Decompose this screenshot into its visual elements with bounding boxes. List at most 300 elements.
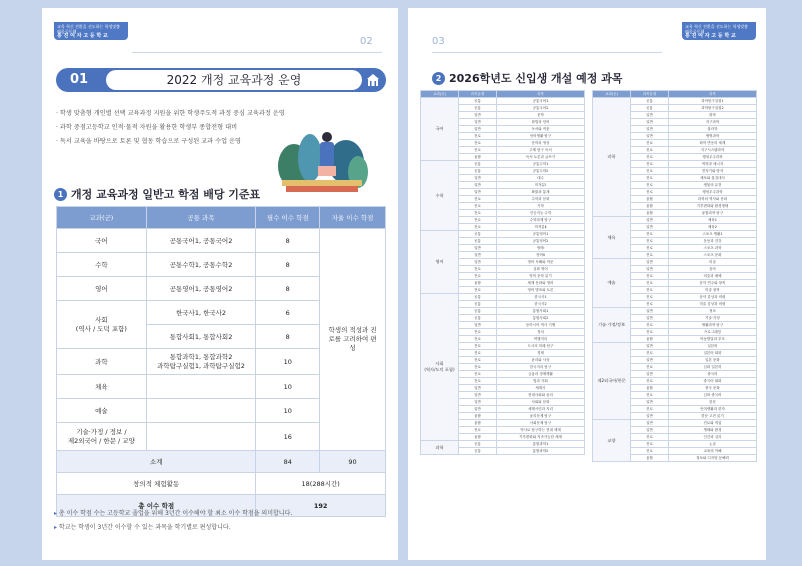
- course-name-cell: 영어 발표와 토론: [497, 287, 585, 294]
- course-type-cell: 일반: [631, 357, 669, 364]
- course-type-cell: 공통: [459, 315, 497, 322]
- table-row: [593, 420, 757, 427]
- course-type-cell: 진로: [631, 189, 669, 196]
- heading-title: 2026학년도 신입생 개설 예정 과목: [449, 72, 623, 85]
- course-type-cell: 진로: [631, 252, 669, 259]
- course-name-cell: 운동과 건강: [669, 238, 757, 245]
- course-type-cell: 융합: [631, 455, 669, 462]
- course-type-cell: 일반: [631, 112, 669, 119]
- header-required-credits: 필수 이수 학점: [256, 207, 320, 229]
- course-name-cell: 체육2: [669, 224, 757, 231]
- course-type-cell: 일반: [631, 224, 669, 231]
- course-name-cell: 세계 문화와 영어: [497, 280, 585, 287]
- subtotal-label: 소계: [57, 451, 256, 473]
- table-row: [421, 161, 585, 168]
- course-name-cell: 과학탐구실험2: [669, 105, 757, 112]
- course-type-cell: 일반: [631, 308, 669, 315]
- subject-group-cell: 국어: [421, 98, 459, 161]
- course-type-cell: 진로: [631, 182, 669, 189]
- table-cell: 10: [256, 399, 320, 423]
- course-table-right: [592, 90, 757, 462]
- table-cell: 통합과학1, 통합과학2 과학탐구실험1, 과학탐구실험2: [146, 349, 256, 375]
- course-type-cell: 진로: [631, 280, 669, 287]
- course-type-cell: 일반: [459, 259, 497, 266]
- course-name-cell: 법과 사회: [497, 378, 585, 385]
- course-name-cell: 공통영어1: [497, 231, 585, 238]
- course-type-cell: 공통: [459, 161, 497, 168]
- course-name-cell: 영미 문학 읽기: [497, 273, 585, 280]
- course-name-cell: 독서 토론과 글쓰기: [497, 154, 585, 161]
- course-type-cell: 진로: [631, 441, 669, 448]
- course-name-cell: 윤리와 사상: [497, 357, 585, 364]
- table-cell: 국어: [57, 229, 147, 253]
- course-type-cell: 진로: [631, 245, 669, 252]
- school-logo: [54, 22, 128, 40]
- course-name-cell: 일본어: [669, 343, 757, 350]
- course-type-cell: 진로: [459, 266, 497, 273]
- table-row: [593, 343, 757, 350]
- course-type-cell: 일반: [459, 175, 497, 182]
- section-title: 2022 개정 교육과정 운영: [106, 70, 362, 90]
- course-name-cell: 영어 독해와 작문: [497, 259, 585, 266]
- course-name-cell: 수학과제 탐구: [497, 217, 585, 224]
- bullet-1: · 학생 맞춤형 개인별 선택 교육과정 지원을 위한 학생주도적 과정 중심 교육과정 운영: [56, 110, 285, 117]
- course-type-cell: 융합: [631, 385, 669, 392]
- header-common-course: 공통 과목: [146, 207, 256, 229]
- course-type-cell: 진로: [631, 161, 669, 168]
- course-name-cell: 심화 중국어: [669, 392, 757, 399]
- course-type-cell: 진로: [459, 147, 497, 154]
- course-table-left: [420, 90, 585, 455]
- table-cell: 사회 (역사 / 도덕 포함): [57, 301, 147, 349]
- course-name-cell: 한국사1: [497, 294, 585, 301]
- course-type-cell: 일반: [631, 371, 669, 378]
- course-name-cell: 물리학: [669, 126, 757, 133]
- course-type-cell: 융합: [459, 154, 497, 161]
- course-type-cell: 공통: [459, 231, 497, 238]
- course-type-cell: 일반: [459, 245, 497, 252]
- course-type-cell: 공통: [459, 301, 497, 308]
- course-type-cell: 진로: [631, 434, 669, 441]
- table-cell: 공통국어1, 공통국어2: [146, 229, 256, 253]
- table-cell: 체육: [57, 375, 147, 399]
- course-name-cell: 미술 감상과 비평: [669, 301, 757, 308]
- course-type-cell: 진로: [459, 140, 497, 147]
- course-name-cell: 통합사회1: [497, 308, 585, 315]
- course-name-cell: 여행지리: [497, 336, 585, 343]
- course-name-cell: 세계사: [497, 385, 585, 392]
- course-name-cell: 교육의 이해: [669, 448, 757, 455]
- course-name-cell: 융합과학 탐구: [669, 210, 757, 217]
- table-row: [593, 217, 757, 224]
- course-name-cell: 공통국어2: [497, 105, 585, 112]
- total-label: 총 이수 학점: [57, 495, 256, 517]
- course-type-cell: 진로: [631, 154, 669, 161]
- table-cell: 한국사1, 한국사2: [146, 301, 256, 325]
- course-type-cell: 일반: [631, 315, 669, 322]
- course-name-cell: 중국어 회화: [669, 378, 757, 385]
- course-name-cell: 영어Ⅰ: [497, 245, 585, 252]
- left-page: [42, 8, 398, 560]
- table-cell: 16: [256, 423, 320, 451]
- course-type-cell: 융합: [459, 434, 497, 441]
- subject-group-cell: 과학: [593, 98, 631, 217]
- header-subject-group: 교과(군): [57, 207, 147, 229]
- table-cell: 예술: [57, 399, 147, 423]
- course-name-cell: 문학과 영상: [497, 140, 585, 147]
- course-name-cell: 과학의 역사와 문화: [669, 196, 757, 203]
- course-type-cell: 진로: [631, 168, 669, 175]
- course-name-cell: 인공지능 수학: [497, 210, 585, 217]
- course-type-cell: 진로: [459, 133, 497, 140]
- course-type-cell: 공통: [459, 105, 497, 112]
- course-type-cell: 진로: [459, 210, 497, 217]
- course-name-cell: 심화 영어: [497, 266, 585, 273]
- logo-school-name: 통 진 여 자 고 등 학 교: [57, 33, 108, 39]
- course-type-cell: 일반: [459, 406, 497, 413]
- course-name-cell: 행성우주과학: [669, 154, 757, 161]
- course-type-cell: 진로: [459, 343, 497, 350]
- course-type-cell: 진로: [459, 287, 497, 294]
- course-name-cell: 동아시아 역사 기행: [497, 322, 585, 329]
- course-type-cell: 일반: [631, 413, 669, 420]
- course-type-cell: 일반: [459, 126, 497, 133]
- total-value: 192: [256, 495, 386, 517]
- table-row: [421, 441, 585, 448]
- course-type-cell: 공통: [459, 448, 497, 455]
- course-type-cell: 진로: [459, 217, 497, 224]
- course-type-cell: 진로: [459, 378, 497, 385]
- course-name-cell: 영어Ⅱ: [497, 252, 585, 259]
- course-name-cell: 주제 탐구 독서: [497, 147, 585, 154]
- course-type-cell: 진로: [631, 364, 669, 371]
- course-name-cell: 세계시민과 지리: [497, 406, 585, 413]
- course-name-cell: 정치: [497, 329, 585, 336]
- table-row: [593, 259, 757, 266]
- course-type-cell: 진로: [631, 273, 669, 280]
- header-course-type: 과목유형: [459, 91, 497, 98]
- course-name-cell: 미적분Ⅱ: [497, 224, 585, 231]
- school-building-icon: [365, 72, 381, 88]
- course-name-cell: 생활과학 탐구: [669, 322, 757, 329]
- course-name-cell: 논술: [669, 441, 757, 448]
- course-type-cell: 진로: [459, 350, 497, 357]
- subject-group-cell: 사회 (역사/도덕 포함): [421, 294, 459, 441]
- subject-group-cell: 예술: [593, 259, 631, 308]
- course-name-cell: 스포츠 생활1: [669, 231, 757, 238]
- section-header: [56, 68, 386, 92]
- divider: [132, 52, 382, 53]
- header-course: 과목: [497, 91, 585, 98]
- school-logo: [682, 22, 756, 40]
- subtotal-elective: 90: [320, 451, 386, 473]
- subject-group-cell: 교양: [593, 420, 631, 462]
- header-elective-credits: 자율 이수 학점: [320, 207, 386, 229]
- subject-group-cell: 과학: [421, 441, 459, 455]
- course-type-cell: 공통: [631, 98, 669, 105]
- subject-group-cell: 체육: [593, 217, 631, 259]
- credit-allocation-table: [56, 206, 386, 517]
- creative-activity-value: 18(288시간): [256, 473, 386, 495]
- course-type-cell: 일반: [631, 427, 669, 434]
- course-name-cell: 화법과 언어: [497, 119, 585, 126]
- course-name-cell: 금융과 경제생활: [497, 371, 585, 378]
- course-type-cell: 진로: [631, 147, 669, 154]
- course-name-cell: 통합과학1: [497, 441, 585, 448]
- note-text: 학교는 학생이 3년간 이수할 수 있는 과목을 학기별로 편성합니다.: [58, 524, 231, 531]
- course-name-cell: 정보와 디지털 문해력: [669, 455, 757, 462]
- course-type-cell: 일반: [459, 119, 497, 126]
- course-type-cell: 진로: [459, 273, 497, 280]
- course-type-cell: 공통: [459, 294, 497, 301]
- course-name-cell: 화학 반응의 세계: [669, 140, 757, 147]
- logo-school-name: 통 진 여 자 고 등 학 교: [685, 33, 736, 39]
- course-type-cell: 진로: [631, 329, 669, 336]
- table-cell: 수학: [57, 253, 147, 277]
- elective-note: 학생의 적성과 진로를 고려하여 편성: [320, 229, 386, 451]
- course-type-cell: 일반: [631, 119, 669, 126]
- note-1: ▸ 총 이수 학점 수는 고등학교 졸업을 위해 3년간 이수해야 할 최소 이수 학점을 의미합니다.: [54, 510, 293, 517]
- course-name-cell: 음악 연주와 창작: [669, 280, 757, 287]
- course-type-cell: 진로: [459, 357, 497, 364]
- course-name-cell: 경제: [497, 350, 585, 357]
- course-type-cell: 일반: [459, 252, 497, 259]
- course-name-cell: 문학: [497, 112, 585, 119]
- course-type-cell: 진로: [459, 364, 497, 371]
- logo-slogan: 교육 혁신 전환을 선도하는 학생맞춤 배움공동체: [57, 24, 121, 34]
- subsection-number: 1: [54, 188, 67, 201]
- table-cell: 영어: [57, 277, 147, 301]
- table-row: [421, 294, 585, 301]
- course-name-cell: 과학탐구실험1: [669, 98, 757, 105]
- course-name-cell: 세포와 물질대사: [669, 175, 757, 182]
- course-type-cell: 진로: [459, 371, 497, 378]
- header-subject-group: 교과(군): [421, 91, 459, 98]
- course-name-cell: 역학과 에너지: [669, 161, 757, 168]
- course-name-cell: 아동발달과 부모: [669, 336, 757, 343]
- right-page: [408, 8, 766, 560]
- table-cell: 8: [256, 277, 320, 301]
- header-subject-group: 교과(군): [593, 91, 631, 98]
- course-name-cell: 공통국어1: [497, 98, 585, 105]
- course-type-cell: 융합: [459, 413, 497, 420]
- course-name-cell: 사회문제 탐구: [497, 420, 585, 427]
- course-name-cell: 한국사2: [497, 301, 585, 308]
- bullet-3: · 독서 교육을 바탕으로 토론 및 협동 학습으로 구성된 교과 수업 운영: [56, 138, 241, 145]
- course-type-cell: 진로: [459, 196, 497, 203]
- course-name-cell: 스포츠 문화: [669, 252, 757, 259]
- course-name-cell: 기후변화와 환경생태: [669, 203, 757, 210]
- course-name-cell: 정보: [669, 308, 757, 315]
- course-type-cell: 진로: [459, 427, 497, 434]
- course-name-cell: 통합사회2: [497, 315, 585, 322]
- course-name-cell: 지구과학: [669, 119, 757, 126]
- course-name-cell: 공통수학2: [497, 168, 585, 175]
- table-cell: 8: [256, 229, 320, 253]
- course-type-cell: 공통: [631, 105, 669, 112]
- course-type-cell: 진로: [631, 238, 669, 245]
- course-type-cell: 진로: [631, 406, 669, 413]
- subject-group-cell: 제2외국어/한문: [593, 343, 631, 420]
- course-type-cell: 일반: [459, 182, 497, 189]
- course-type-cell: 진로: [631, 322, 669, 329]
- course-name-cell: 미적분Ⅰ: [497, 182, 585, 189]
- table-cell: [146, 375, 256, 399]
- course-name-cell: 생명과학: [669, 133, 757, 140]
- course-name-cell: 생물의 유전: [669, 182, 757, 189]
- course-name-cell: 미술: [669, 259, 757, 266]
- course-type-cell: 진로: [631, 175, 669, 182]
- table-row: [421, 231, 585, 238]
- course-name-cell: 언어생활과 한자: [669, 406, 757, 413]
- heading-number: 2: [432, 72, 445, 85]
- course-type-cell: 일반: [631, 217, 669, 224]
- table-cell: 기술·가정 / 정보 / 제2외국어 / 한문 / 교양: [57, 423, 147, 451]
- course-name-cell: 역사로 탐구하는 현대 세계: [497, 427, 585, 434]
- divider: [432, 52, 662, 53]
- subsection-heading: [54, 186, 260, 202]
- course-name-cell: 스포츠 과학: [669, 245, 757, 252]
- course-name-cell: 확률과 통계: [497, 189, 585, 196]
- course-name-cell: 일본 문화: [669, 357, 757, 364]
- header-course-type: 과목유형: [631, 91, 669, 98]
- course-name-cell: 미술과 매체: [669, 273, 757, 280]
- course-name-cell: 한국지리 탐구: [497, 364, 585, 371]
- course-name-cell: 공통영어2: [497, 238, 585, 245]
- reading-student-illustration: [274, 126, 370, 196]
- table-cell: 8: [256, 253, 320, 277]
- course-type-cell: 일반: [459, 189, 497, 196]
- course-type-cell: 융합: [631, 210, 669, 217]
- course-type-cell: 진로: [631, 350, 669, 357]
- course-type-cell: 융합: [459, 280, 497, 287]
- course-name-cell: 행성우주과학: [669, 189, 757, 196]
- table-cell: 6: [256, 301, 320, 325]
- note-text: 총 이수 학점 수는 고등학교 졸업을 위해 3년간 이수해야 할 최소 이수 학점을 의미합니다.: [58, 510, 293, 517]
- course-name-cell: 공통수학1: [497, 161, 585, 168]
- course-type-cell: 공통: [459, 98, 497, 105]
- course-type-cell: 진로: [459, 203, 497, 210]
- course-type-cell: 공통: [459, 441, 497, 448]
- course-type-cell: 융합: [631, 203, 669, 210]
- course-name-cell: 대수: [497, 175, 585, 182]
- course-name-cell: 윤리문제 탐구: [497, 413, 585, 420]
- course-name-cell: 지구시스템과학: [669, 147, 757, 154]
- course-type-cell: 공통: [459, 308, 497, 315]
- course-name-cell: 언어생활 탐구: [497, 133, 585, 140]
- course-name-cell: 중국 문화: [669, 385, 757, 392]
- course-type-cell: 진로: [631, 301, 669, 308]
- page-number: 02: [360, 36, 373, 47]
- table-cell: 10: [256, 349, 320, 375]
- course-type-cell: 진로: [631, 392, 669, 399]
- course-type-cell: 융합: [631, 336, 669, 343]
- page-number: 03: [432, 36, 445, 47]
- course-type-cell: 일반: [631, 259, 669, 266]
- course-name-cell: 프로그래밍: [669, 329, 757, 336]
- course-type-cell: 일반: [459, 385, 497, 392]
- course-name-cell: 도시의 미래 탐구: [497, 343, 585, 350]
- creative-activity-label: 창의적 체험활동: [57, 473, 256, 495]
- course-name-cell: 체육1: [669, 217, 757, 224]
- course-name-cell: 일본어 회화: [669, 350, 757, 357]
- course-type-cell: 진로: [631, 448, 669, 455]
- course-type-cell: 진로: [459, 224, 497, 231]
- course-type-cell: 진로: [459, 329, 497, 336]
- course-name-cell: 한문: [669, 399, 757, 406]
- course-type-cell: 진로: [631, 231, 669, 238]
- course-type-cell: 진로: [631, 378, 669, 385]
- subject-group-cell: 수학: [421, 161, 459, 231]
- course-name-cell: 심화 일본어: [669, 364, 757, 371]
- course-type-cell: 공통: [459, 168, 497, 175]
- header-course: 과목: [669, 91, 757, 98]
- course-name-cell: 진로와 직업: [669, 420, 757, 427]
- table-row: [593, 98, 757, 105]
- section-number: 01: [69, 72, 89, 87]
- course-name-cell: 전자기와 양자: [669, 168, 757, 175]
- course-name-cell: 기술·가정: [669, 315, 757, 322]
- course-type-cell: 진로: [631, 140, 669, 147]
- table-row: [421, 98, 585, 105]
- table-cell: 과학: [57, 349, 147, 375]
- table-cell: [146, 399, 256, 423]
- subject-group-cell: 영어: [421, 231, 459, 294]
- course-name-cell: 음악: [669, 266, 757, 273]
- course-name-cell: 수학과 문화: [497, 196, 585, 203]
- course-name-cell: 중국어: [669, 371, 757, 378]
- course-type-cell: 일반: [631, 133, 669, 140]
- course-type-cell: 일반: [631, 266, 669, 273]
- course-list-heading: [432, 70, 622, 86]
- course-name-cell: 독서와 작문: [497, 126, 585, 133]
- table-cell: [146, 423, 256, 451]
- course-type-cell: 일반: [631, 399, 669, 406]
- course-name-cell: 사회와 문화: [497, 399, 585, 406]
- course-name-cell: 생태와 환경: [669, 427, 757, 434]
- course-name-cell: 현대사회와 윤리: [497, 392, 585, 399]
- course-type-cell: 진로: [631, 287, 669, 294]
- course-name-cell: 통합과학2: [497, 448, 585, 455]
- subtotal-required: 84: [256, 451, 320, 473]
- course-type-cell: 일반: [459, 322, 497, 329]
- course-type-cell: 공통: [459, 238, 497, 245]
- course-type-cell: 일반: [631, 343, 669, 350]
- table-cell: 통합사회1, 통합사회2: [146, 325, 256, 349]
- subsection-title: 개정 교육과정 일반고 학점 배당 기준표: [71, 188, 261, 201]
- course-type-cell: 일반: [631, 126, 669, 133]
- course-name-cell: 인간과 심리: [669, 434, 757, 441]
- subject-group-cell: 기술·가정/정보: [593, 308, 631, 343]
- note-2: ▸ 학교는 학생이 3년간 이수할 수 있는 과목을 학기별로 편성합니다.: [54, 524, 231, 531]
- course-type-cell: 진로: [631, 294, 669, 301]
- table-cell: 8: [256, 325, 320, 349]
- course-name-cell: 음악 감상과 비평: [669, 294, 757, 301]
- logo-slogan: 교육 혁신 전환을 선도하는 학생맞춤 배움공동체: [685, 24, 749, 34]
- course-type-cell: 일반: [631, 420, 669, 427]
- course-type-cell: 일반: [459, 112, 497, 119]
- course-name-cell: 기하: [497, 203, 585, 210]
- table-cell: 10: [256, 375, 320, 399]
- course-name-cell: 미술 창작: [669, 287, 757, 294]
- course-name-cell: 한문 고전 읽기: [669, 413, 757, 420]
- course-name-cell: 화학: [669, 112, 757, 119]
- table-cell: 공통수학1, 공통수학2: [146, 253, 256, 277]
- bullet-2: · 과학 중점고등학교 인적·물적 자원을 활용한 학생부 종합전형 대비: [56, 124, 238, 131]
- table-cell: 공통영어1, 공통영어2: [146, 277, 256, 301]
- course-type-cell: 일반: [459, 392, 497, 399]
- course-name-cell: 기후변화와 지속가능한 세계: [497, 434, 585, 441]
